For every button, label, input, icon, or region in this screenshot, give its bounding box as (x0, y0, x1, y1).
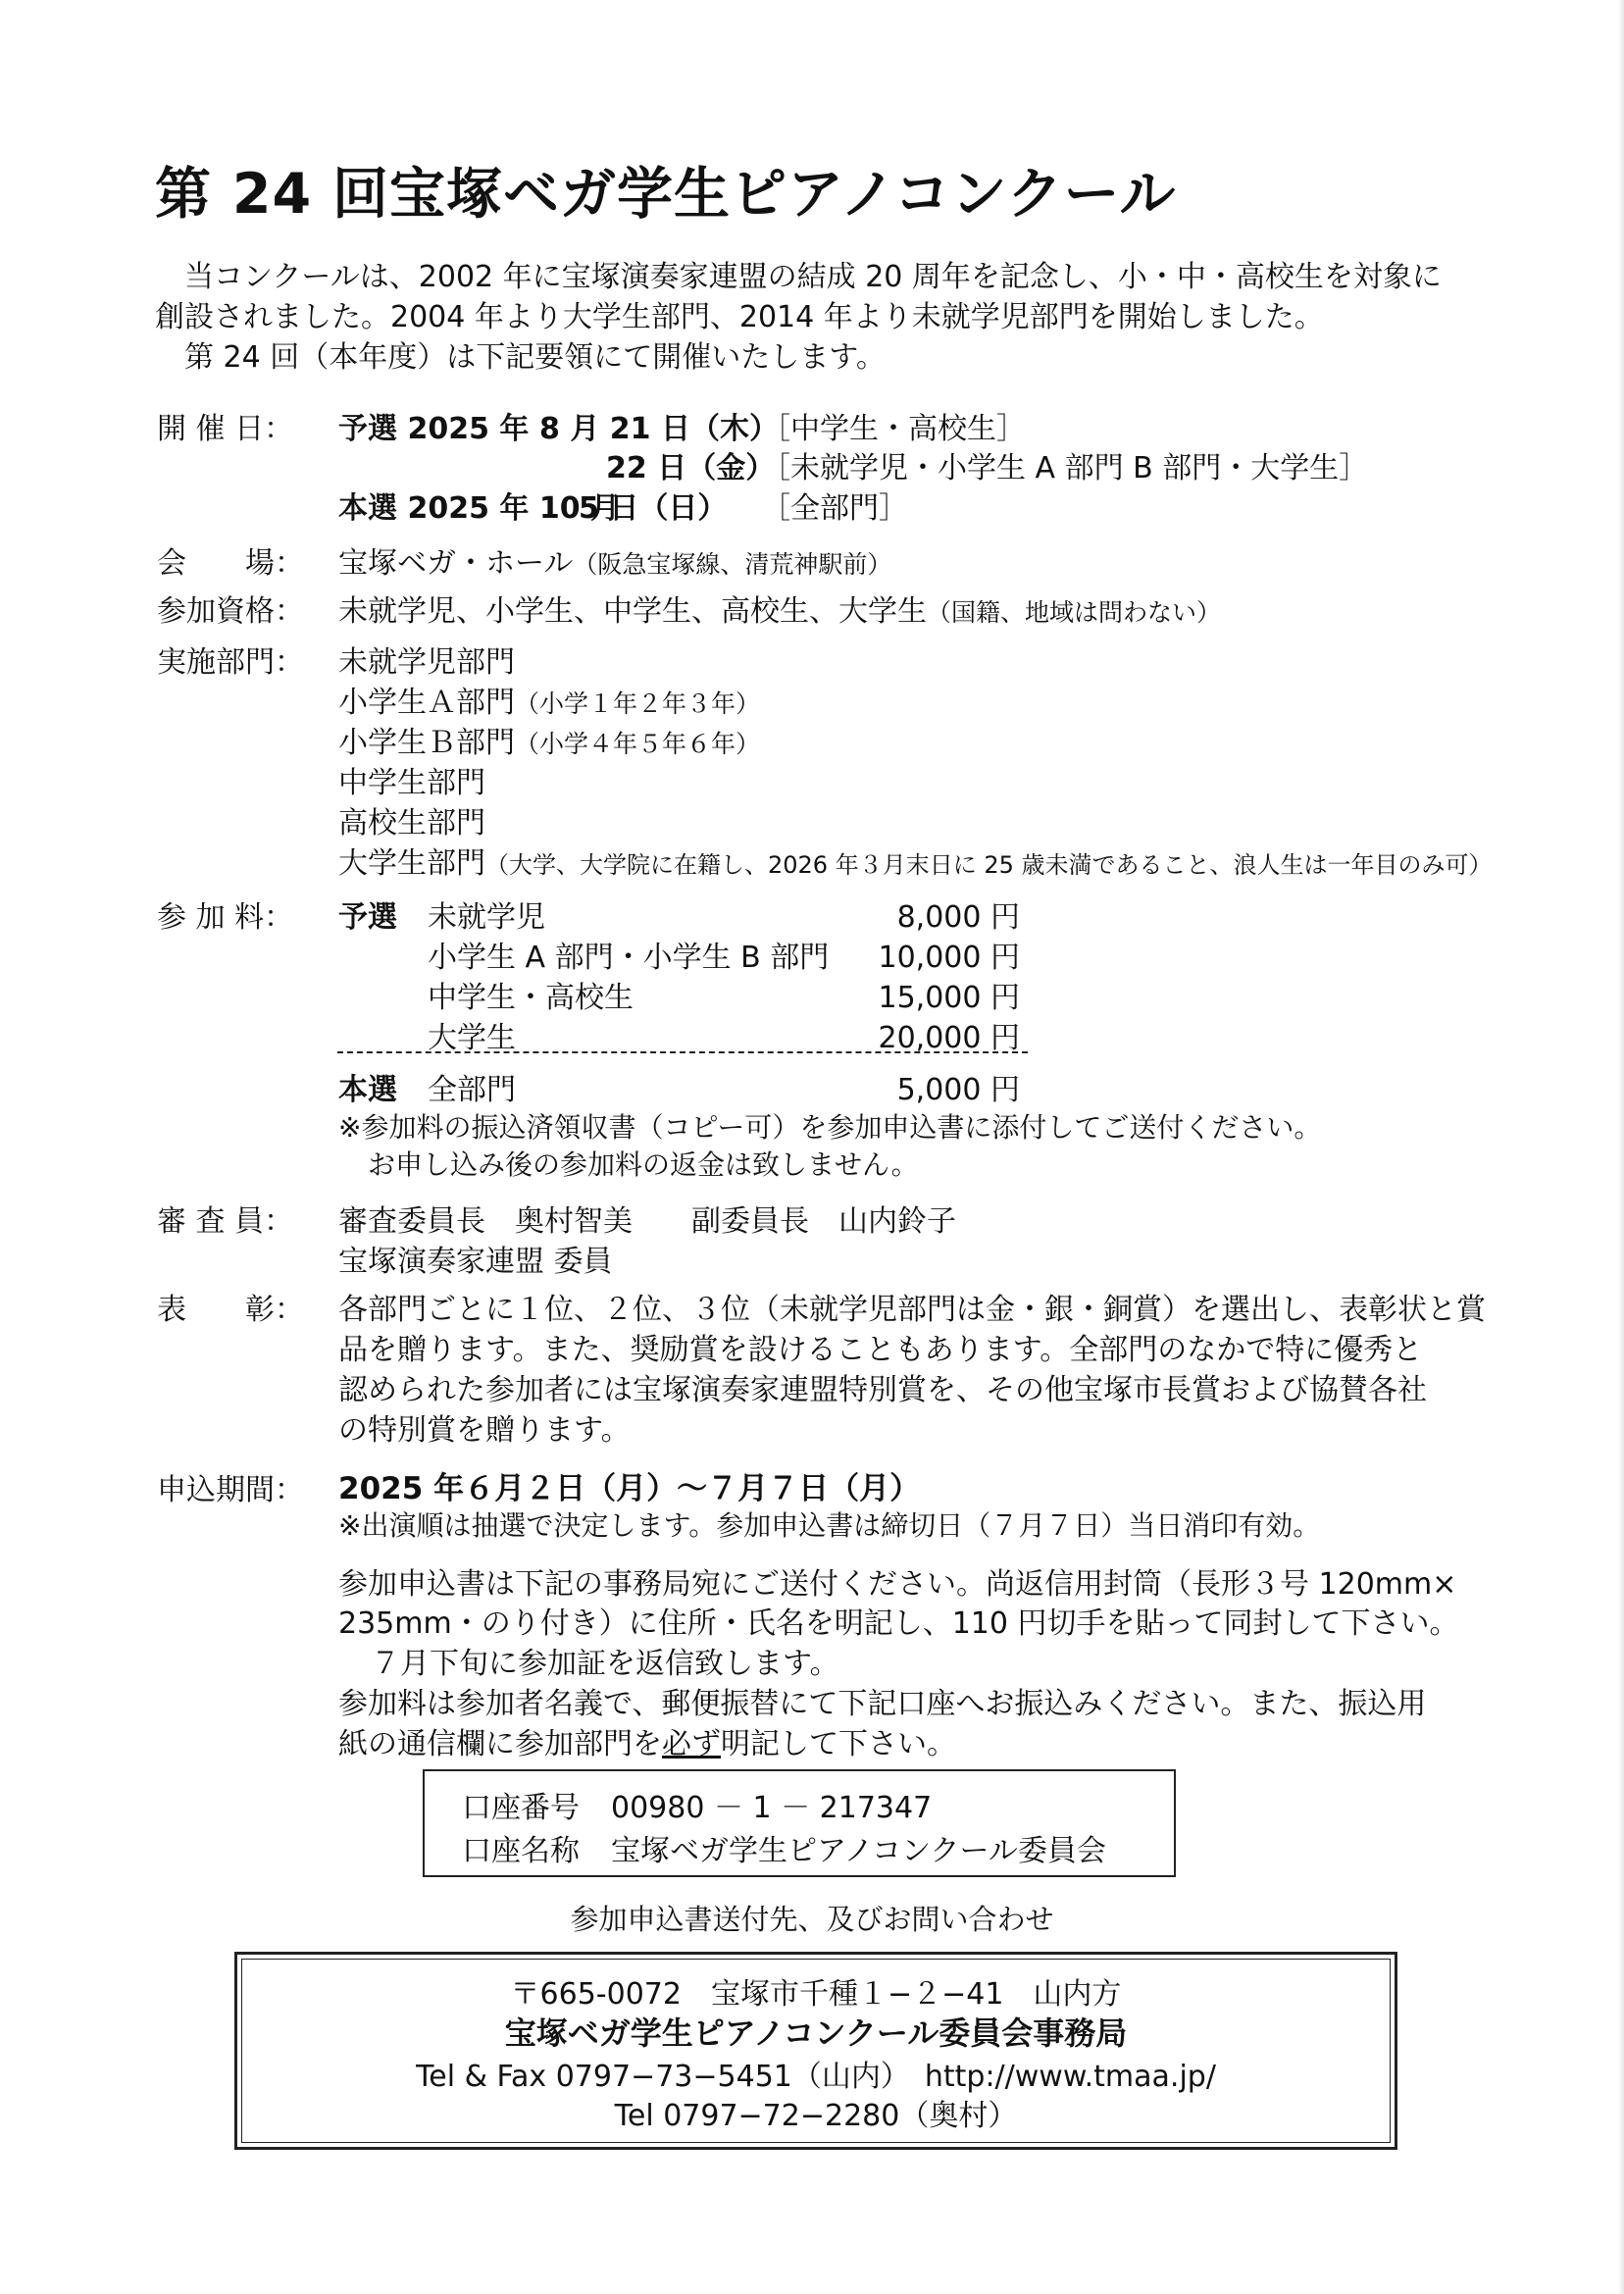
division-note: （大学、大学院に在籍し、2026 年３月末日に 25 歳未満であること、浪人生は一年目のみ可） (485, 851, 1493, 879)
venue-text (338, 538, 891, 582)
application-line: 235mm・のり付き）に住所・氏名を明記し、110 円切手を貼って同封して下さい。 (338, 1606, 1459, 1641)
division-item (338, 678, 760, 721)
eligibility-label: 参加資格： (157, 594, 304, 629)
division-note: （小学１年２年３年） (515, 689, 761, 718)
final-group: ［全部門］ (761, 491, 908, 526)
awards-line: 認められた参加者には宝塚演奏家連盟特別賞を、その他宝塚市長賞および協賛各社 (338, 1373, 1427, 1407)
intro-line-1: 当コンクールは、2002 年に宝塚演奏家連盟の結成 20 周年を記念し、小・中・高校生を対象に (184, 260, 1442, 294)
division-item (338, 718, 760, 761)
fee-category: 未就学児 (428, 900, 545, 935)
contact-box (234, 1952, 1397, 2150)
divisions-label: 実施部門： (157, 645, 304, 680)
fee-category: 中学生・高校生 (428, 981, 634, 1015)
prelim-group-1: ［中学生・高校生］ (761, 412, 1026, 446)
application-text: 明記して下さい。 (721, 1727, 956, 1761)
fee-amount: 5,000 円 (896, 1073, 1020, 1107)
contact-heading: 参加申込書送付先、及びお問い合わせ (570, 1903, 1054, 1936)
division-name: 中学生部門 (338, 766, 485, 800)
final-label: 本選 2025 年 10 月 (338, 491, 621, 526)
awards-line: 品を贈ります。また、奨励賞を設けることもあります。全部門のなかで特に優秀と (338, 1333, 1423, 1367)
account-number: 00980 － 1 － 217347 (611, 1791, 933, 1825)
contact-address: 〒665-0072 宝塚市千種１−２−41 山内方 (510, 1977, 1122, 2012)
judges-label: 審 査 員： (157, 1204, 294, 1239)
final-date: 5 日（日） (579, 491, 728, 526)
fee-category: 小学生 A 部門・小学生 B 部門 (428, 941, 830, 975)
contact-box-inner (241, 1959, 1391, 2143)
fees-final-label: 本選 (338, 1073, 397, 1107)
contact-telfax: Tel & Fax 0797−73−5451（山内） http://www.tmaa.jp/ (416, 2060, 1216, 2094)
venue-note: （阪急宝塚線、清荒神駅前） (573, 550, 892, 579)
division-item (338, 758, 485, 801)
application-note: ※出演順は抽選で決定します。参加申込書は締切日（７月７日）当日消印有効。 (338, 1509, 1321, 1542)
intro-text (155, 257, 1474, 378)
eligibility-list: 未就学児、小学生、中学生、高校生、大学生 (338, 594, 927, 629)
awards-line: 各部門ごとに１位、２位、３位（未就学児部門は金・銀・銅賞）を選出し、表彰状と賞 (338, 1293, 1486, 1327)
awards-line: の特別賞を贈ります。 (338, 1413, 631, 1448)
fee-amount: 20,000 円 (878, 1021, 1020, 1055)
fee-amount: 8,000 円 (896, 900, 1020, 935)
fees-divider (337, 1051, 1028, 1053)
division-name: 高校生部門 (338, 806, 485, 841)
division-name: 大学生部門 (338, 846, 485, 881)
division-name: 未就学児部門 (338, 645, 515, 680)
page-title: 第 24 回宝塚ベガ学生ピアノコンクール (155, 162, 1177, 227)
intro-line-2: 創設されました。2004 年より大学生部門、2014 年より未就学児部門を開始しました。 (155, 300, 1324, 334)
application-line (338, 1719, 956, 1762)
fee-amount: 15,000 円 (878, 981, 1020, 1015)
prelim-group-2: ［未就学児・小学生 A 部門 B 部門・大学生］ (761, 451, 1369, 485)
prelim-date-1: 8 月 21 日（木） (539, 412, 779, 446)
fee-category: 全部門 (428, 1073, 516, 1107)
application-line: 参加申込書は下記の事務局宛にご送付ください。尚返信用封筒（長形３号 120mm× (338, 1567, 1457, 1602)
division-name: 小学生Ｂ部門 (338, 726, 515, 760)
division-item (338, 798, 485, 841)
judges-line-1: 審査委員長 奥村智美 副委員長 山内鈴子 (338, 1204, 956, 1239)
fees-note-2: お申し込み後の参加料の返金は致しません。 (368, 1148, 919, 1181)
account-name: 宝塚ベガ学生ピアノコンクール委員会 (611, 1834, 1106, 1868)
dates-label: 開 催 日： (157, 412, 294, 446)
fees-label: 参 加 料： (157, 900, 294, 935)
application-line: ７月下旬に参加証を返信致します。 (371, 1647, 839, 1681)
application-emphasis: 必ず (662, 1727, 721, 1761)
division-name: 小学生Ａ部門 (338, 686, 515, 720)
account-box (423, 1769, 1176, 1877)
fees-prelim-label: 予選 (338, 900, 397, 935)
application-label: 申込期間： (157, 1473, 304, 1507)
intro-line-3: 第 24 回（本年度）は下記要領にて開催いたします。 (184, 340, 886, 375)
fee-amount: 10,000 円 (878, 941, 1020, 975)
division-note: （小学４年５年６年） (515, 730, 761, 758)
eligibility-note: （国籍、地域は問わない） (927, 598, 1222, 627)
contact-tel: Tel 0797−72−2280（奥村） (614, 2099, 1018, 2133)
application-period: 2025 年６月２日（月）～７月７日（月） (338, 1471, 921, 1506)
venue-label: 会 場： (157, 546, 304, 581)
awards-label: 表 彰： (157, 1293, 304, 1327)
division-item (338, 637, 515, 681)
judges-line-2: 宝塚演奏家連盟 委員 (338, 1245, 613, 1279)
application-line: 参加料は参加者名義で、郵便振替にて下記口座へお振込みください。また、振込用 (338, 1687, 1427, 1721)
prelim-date-2: 22 日（金） (606, 451, 776, 485)
application-text: 紙の通信欄に参加部門を (338, 1727, 662, 1761)
account-number-label: 口座番号 (462, 1791, 580, 1825)
scan-edge (1618, 0, 1624, 2294)
eligibility-text (338, 586, 1221, 630)
account-name-label: 口座名称 (462, 1834, 580, 1868)
prelim-label: 予選 2025 年 (338, 412, 530, 446)
fee-category: 大学生 (428, 1021, 516, 1055)
division-item (338, 839, 1493, 882)
contact-office: 宝塚ベガ学生ピアノコンクール委員会事務局 (504, 2014, 1128, 2052)
venue-name: 宝塚ベガ・ホール (338, 546, 574, 581)
fees-note-1: ※参加料の振込済領収書（コピー可）を参加申込書に添付してご送付ください。 (338, 1111, 1322, 1144)
